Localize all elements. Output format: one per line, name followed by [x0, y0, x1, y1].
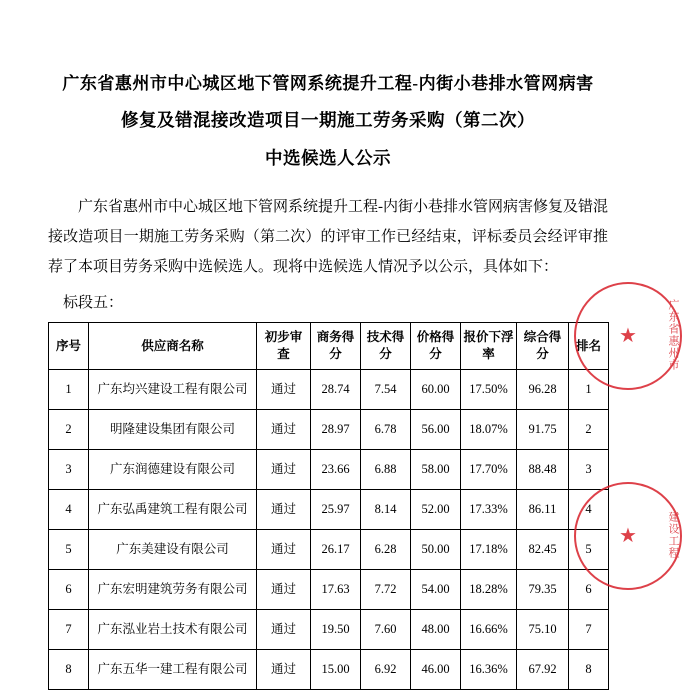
- table-row: [49, 610, 609, 650]
- cell-no: 5: [49, 530, 89, 570]
- cell-rank: 1: [569, 370, 609, 410]
- cell-discount: 18.28%: [461, 570, 517, 610]
- cell-total: 82.45: [517, 530, 569, 570]
- header-rank: 排名: [569, 323, 609, 370]
- cell-no: 1: [49, 370, 89, 410]
- star-icon: ★: [619, 525, 637, 547]
- cell-prelim: 通过: [257, 570, 311, 610]
- cell-no: 4: [49, 490, 89, 530]
- table-row: [49, 650, 609, 690]
- cell-technical: 6.88: [361, 450, 411, 490]
- candidates-table: [48, 322, 609, 690]
- cell-business: 28.97: [311, 410, 361, 450]
- cell-supplier-name: 广东五华一建工程有限公司: [89, 650, 257, 690]
- cell-total: 88.48: [517, 450, 569, 490]
- cell-technical: 6.78: [361, 410, 411, 450]
- table-row: [49, 370, 609, 410]
- cell-discount: 17.33%: [461, 490, 517, 530]
- header-no: 序号: [49, 323, 89, 370]
- header-technical-score: 技术得分: [361, 323, 411, 370]
- cell-rank: 2: [569, 410, 609, 450]
- cell-supplier-name: 广东宏明建筑劳务有限公司: [89, 570, 257, 610]
- cell-no: 6: [49, 570, 89, 610]
- cell-total: 75.10: [517, 610, 569, 650]
- header-total-score: 综合得分: [517, 323, 569, 370]
- cell-total: 91.75: [517, 410, 569, 450]
- cell-rank: 5: [569, 530, 609, 570]
- header-business-score: 商务得分: [311, 323, 361, 370]
- cell-technical: 7.60: [361, 610, 411, 650]
- cell-total: 67.92: [517, 650, 569, 690]
- cell-business: 28.74: [311, 370, 361, 410]
- cell-price: 46.00: [411, 650, 461, 690]
- cell-supplier-name: 广东泓业岩土技术有限公司: [89, 610, 257, 650]
- cell-business: 19.50: [311, 610, 361, 650]
- cell-price: 48.00: [411, 610, 461, 650]
- table-header-row: [49, 323, 609, 370]
- cell-business: 17.63: [311, 570, 361, 610]
- cell-discount: 18.07%: [461, 410, 517, 450]
- cell-discount: 17.50%: [461, 370, 517, 410]
- table-row: [49, 450, 609, 490]
- cell-business: 25.97: [311, 490, 361, 530]
- cell-discount: 16.66%: [461, 610, 517, 650]
- cell-no: 8: [49, 650, 89, 690]
- cell-prelim: 通过: [257, 410, 311, 450]
- cell-price: 60.00: [411, 370, 461, 410]
- table-row: [49, 530, 609, 570]
- cell-prelim: 通过: [257, 370, 311, 410]
- cell-supplier-name: 广东润德建设有限公司: [89, 450, 257, 490]
- cell-rank: 7: [569, 610, 609, 650]
- star-icon: ★: [619, 325, 637, 347]
- cell-total: 96.28: [517, 370, 569, 410]
- cell-no: 3: [49, 450, 89, 490]
- cell-rank: 6: [569, 570, 609, 610]
- cell-prelim: 通过: [257, 650, 311, 690]
- title-line-3: 中选候选人公示: [265, 148, 391, 168]
- cell-technical: 6.28: [361, 530, 411, 570]
- cell-prelim: 通过: [257, 450, 311, 490]
- title-line-1: 广东省惠州市中心城区地下管网系统提升工程-内街小巷排水管网病害: [62, 74, 594, 93]
- table-row: [49, 490, 609, 530]
- cell-supplier-name: 明隆建设集团有限公司: [89, 410, 257, 450]
- cell-price: 50.00: [411, 530, 461, 570]
- cell-supplier-name: 广东弘禹建筑工程有限公司: [89, 490, 257, 530]
- cell-price: 58.00: [411, 450, 461, 490]
- cell-price: 52.00: [411, 490, 461, 530]
- table-row: [49, 570, 609, 610]
- cell-price: 56.00: [411, 410, 461, 450]
- cell-no: 2: [49, 410, 89, 450]
- cell-business: 15.00: [311, 650, 361, 690]
- title-line-2: 修复及错混接改造项目一期施工劳务采购（第二次）: [121, 110, 535, 130]
- cell-business: 26.17: [311, 530, 361, 570]
- cell-prelim: 通过: [257, 490, 311, 530]
- cell-supplier-name: 广东美建设有限公司: [89, 530, 257, 570]
- intro-paragraph: 广东省惠州市中心城区地下管网系统提升工程-内街小巷排水管网病害修复及错混接改造项目一期施工劳务采购（第二次）的评审工作已经结束，评标委员会经评审推荐了本项目劳务采购中选候选人。现将中选候选人情况予以公示，具体如下：: [48, 199, 608, 275]
- cell-rank: 3: [569, 450, 609, 490]
- cell-prelim: 通过: [257, 530, 311, 570]
- table-row: [49, 410, 609, 450]
- cell-rank: 8: [569, 650, 609, 690]
- header-supplier-name: 供应商名称: [89, 323, 257, 370]
- header-prelim-review: 初步审查: [257, 323, 311, 370]
- cell-total: 79.35: [517, 570, 569, 610]
- cell-technical: 6.92: [361, 650, 411, 690]
- header-discount-rate: 报价下浮率: [461, 323, 517, 370]
- document-title: [48, 0, 608, 176]
- cell-business: 23.66: [311, 450, 361, 490]
- seal-top-text: 广东省惠州市: [667, 299, 679, 371]
- cell-rank: 4: [569, 490, 609, 530]
- cell-discount: 17.70%: [461, 450, 517, 490]
- cell-technical: 7.72: [361, 570, 411, 610]
- cell-supplier-name: 广东均兴建设工程有限公司: [89, 370, 257, 410]
- seal-bottom-text: 建设工程: [667, 511, 679, 559]
- cell-discount: 17.18%: [461, 530, 517, 570]
- cell-no: 7: [49, 610, 89, 650]
- header-price-score: 价格得分: [411, 323, 461, 370]
- cell-discount: 16.36%: [461, 650, 517, 690]
- cell-prelim: 通过: [257, 610, 311, 650]
- cell-technical: 8.14: [361, 490, 411, 530]
- cell-total: 86.11: [517, 490, 569, 530]
- cell-technical: 7.54: [361, 370, 411, 410]
- section-label: 标段五：: [63, 295, 124, 311]
- cell-price: 54.00: [411, 570, 461, 610]
